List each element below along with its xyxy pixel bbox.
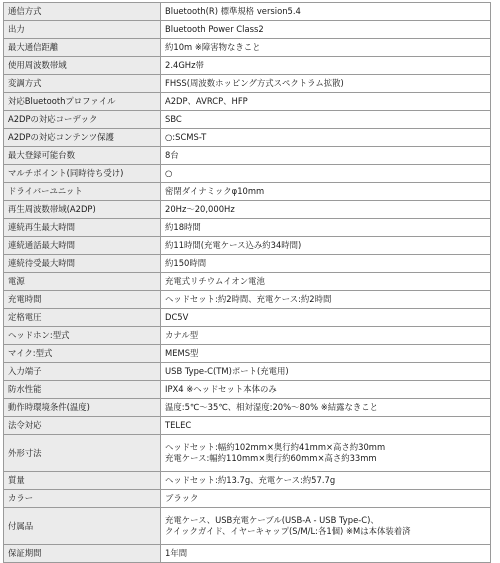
spec-row	[4, 111, 491, 129]
spec-value	[161, 273, 491, 291]
spec-value-line: 20Hz～20,000Hz	[165, 204, 235, 214]
spec-row	[4, 21, 491, 39]
spec-value	[161, 345, 491, 363]
spec-value	[161, 417, 491, 435]
spec-value-line: 温度:5℃～35℃、相対湿度:20%～80% ※結露なきこと	[165, 402, 378, 412]
spec-value	[161, 363, 491, 381]
spec-value-line: 約11時間(充電ケース込み約34時間)	[165, 240, 302, 250]
spec-value	[161, 435, 491, 472]
spec-row	[4, 309, 491, 327]
spec-label: 質量	[4, 472, 161, 490]
spec-value-line: Bluetooth Power Class2	[165, 24, 264, 34]
spec-label: 電源	[4, 273, 161, 291]
spec-row	[4, 327, 491, 345]
spec-value	[161, 3, 491, 21]
spec-value-line: FHSS(周波数ホッピング方式スペクトラム拡散)	[165, 78, 344, 88]
spec-value-line: 密閉ダイナミックφ10mm	[165, 186, 265, 196]
spec-row	[4, 165, 491, 183]
spec-value-line: カナル型	[165, 330, 199, 340]
spec-row	[4, 147, 491, 165]
spec-row	[4, 93, 491, 111]
spec-value	[161, 255, 491, 273]
spec-label: 連続再生最大時間	[4, 219, 161, 237]
spec-value	[161, 381, 491, 399]
spec-row	[4, 490, 491, 508]
spec-label: 変調方式	[4, 75, 161, 93]
spec-label: マイク:型式	[4, 345, 161, 363]
spec-label: 最大通信距離	[4, 39, 161, 57]
spec-value-line: クイックガイド、イヤーキャップ(S/M/L:各1個) ※Mは本体装着済	[165, 526, 411, 536]
spec-value	[161, 219, 491, 237]
spec-value	[161, 75, 491, 93]
spec-value-line: ○:SCMS-T	[165, 132, 207, 142]
spec-value	[161, 129, 491, 147]
spec-table-body	[4, 3, 491, 563]
spec-value-line: 2.4GHz帯	[165, 60, 204, 70]
spec-value	[161, 39, 491, 57]
spec-label: 定格電圧	[4, 309, 161, 327]
spec-value	[161, 165, 491, 183]
spec-value-line: 1年間	[165, 548, 188, 558]
spec-row	[4, 3, 491, 21]
spec-row	[4, 129, 491, 147]
spec-value-line: 8台	[165, 150, 179, 160]
spec-label: マルチポイント(同時待ち受け)	[4, 165, 161, 183]
spec-row	[4, 201, 491, 219]
spec-value-line: A2DP、AVRCP、HFP	[165, 96, 248, 106]
spec-value-line: 充電式リチウムイオン電池	[165, 276, 265, 286]
spec-value	[161, 237, 491, 255]
spec-row	[4, 363, 491, 381]
spec-row	[4, 435, 491, 472]
spec-value-line: MEMS型	[165, 348, 199, 358]
spec-value-line: ヘッドセット:約13.7g、充電ケース:約57.7g	[165, 475, 336, 485]
spec-label: ヘッドホン:型式	[4, 327, 161, 345]
spec-value	[161, 147, 491, 165]
spec-value-line: USB Type-C(TM)ポート(充電用)	[165, 366, 289, 376]
spec-row	[4, 399, 491, 417]
spec-value-line: ヘッドセット:約2時間、充電ケース:約2時間	[165, 294, 332, 304]
spec-value	[161, 201, 491, 219]
spec-row	[4, 545, 491, 563]
spec-value	[161, 111, 491, 129]
spec-label: 防水性能	[4, 381, 161, 399]
spec-label: 連続通話最大時間	[4, 237, 161, 255]
spec-value-line: 充電ケース、USB充電ケーブル(USB-A - USB Type-C)、	[165, 515, 379, 525]
spec-value-line: 約150時間	[165, 258, 207, 268]
spec-value	[161, 327, 491, 345]
spec-value-line: 約10m ※障害物なきこと	[165, 42, 261, 52]
spec-row	[4, 57, 491, 75]
spec-label: 対応Bluetoothプロファイル	[4, 93, 161, 111]
spec-value	[161, 472, 491, 490]
spec-value-line: 充電ケース:幅約110mm×奥行約60mm×高さ約33mm	[165, 453, 377, 463]
spec-row	[4, 345, 491, 363]
spec-label: A2DPの対応コンテンツ保護	[4, 129, 161, 147]
spec-value	[161, 309, 491, 327]
spec-row	[4, 472, 491, 490]
spec-value-line: TELEC	[165, 420, 192, 430]
spec-value	[161, 183, 491, 201]
spec-label: 連続待受最大時間	[4, 255, 161, 273]
spec-label: 入力端子	[4, 363, 161, 381]
spec-label: 法令対応	[4, 417, 161, 435]
spec-value-line: ヘッドセット:幅約102mm×奥行約41mm×高さ約30mm	[165, 442, 386, 452]
spec-label: 出力	[4, 21, 161, 39]
spec-label: 保証期間	[4, 545, 161, 563]
spec-row	[4, 39, 491, 57]
spec-value-line: ○	[165, 168, 173, 178]
spec-value	[161, 399, 491, 417]
spec-value	[161, 57, 491, 75]
spec-value-line: 約18時間	[165, 222, 201, 232]
spec-label: カラー	[4, 490, 161, 508]
spec-row	[4, 417, 491, 435]
spec-value-line: Bluetooth(R) 標準規格 version5.4	[165, 6, 301, 16]
spec-value	[161, 93, 491, 111]
spec-row	[4, 381, 491, 399]
spec-row	[4, 75, 491, 93]
spec-value-line: SBC	[165, 114, 182, 124]
spec-label: 通信方式	[4, 3, 161, 21]
spec-value-line: ブラック	[165, 493, 199, 503]
spec-row	[4, 508, 491, 545]
spec-value	[161, 545, 491, 563]
spec-label: A2DPの対応コーデック	[4, 111, 161, 129]
spec-row	[4, 273, 491, 291]
spec-value-line: DC5V	[165, 312, 189, 322]
spec-label: ドライバーユニット	[4, 183, 161, 201]
spec-label: 外形寸法	[4, 435, 161, 472]
spec-label: 使用周波数帯域	[4, 57, 161, 75]
spec-value-line: IPX4 ※ヘッドセット本体のみ	[165, 384, 277, 394]
spec-label: 再生周波数帯域(A2DP)	[4, 201, 161, 219]
spec-value	[161, 508, 491, 545]
spec-label: 充電時間	[4, 291, 161, 309]
spec-row	[4, 237, 491, 255]
spec-row	[4, 255, 491, 273]
spec-table	[3, 2, 491, 563]
spec-label: 動作時環境条件(温度)	[4, 399, 161, 417]
spec-value	[161, 21, 491, 39]
spec-row	[4, 219, 491, 237]
spec-row	[4, 183, 491, 201]
spec-row	[4, 291, 491, 309]
spec-label: 最大登録可能台数	[4, 147, 161, 165]
spec-value	[161, 291, 491, 309]
spec-label: 付属品	[4, 508, 161, 545]
spec-value	[161, 490, 491, 508]
